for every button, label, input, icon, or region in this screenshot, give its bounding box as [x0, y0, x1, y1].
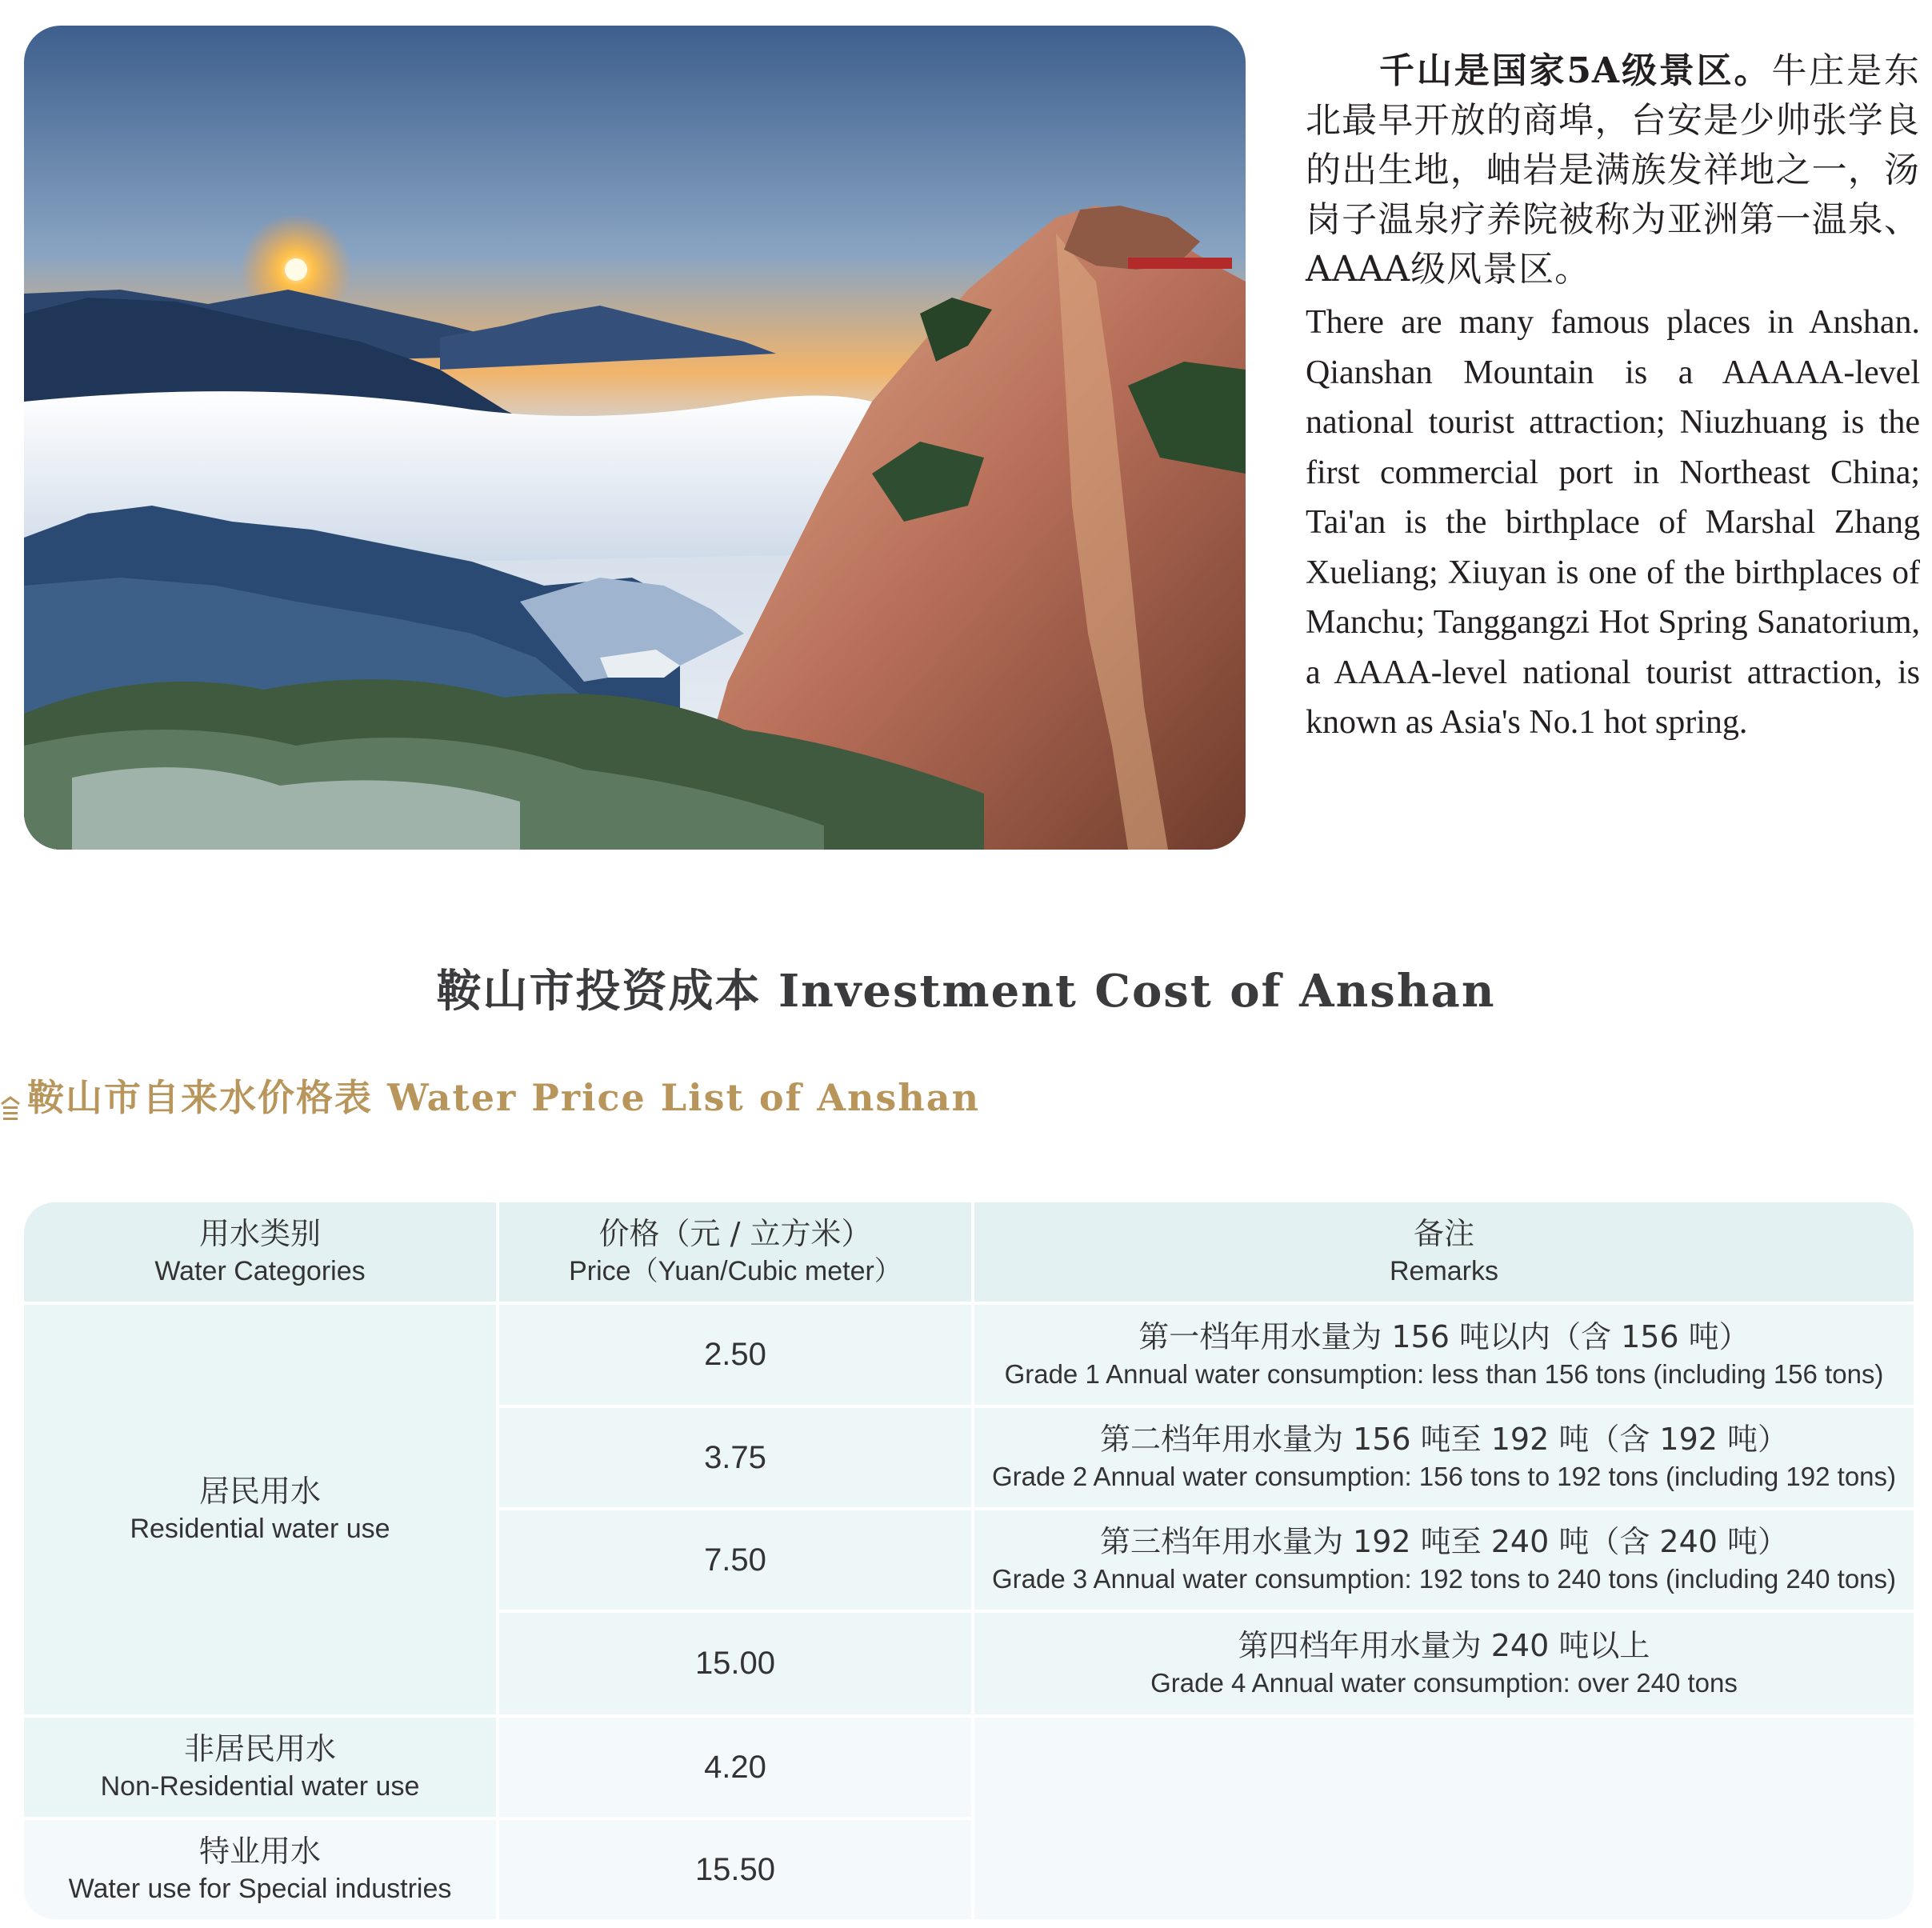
price-value: 15.50 [694, 1851, 776, 1887]
header-label-en: Water Categories [154, 1256, 366, 1286]
water-price-subtitle: 鞍山市自来水价格表 Water Price List of Anshan [27, 1076, 981, 1119]
intro-chinese-paragraph [1306, 46, 1920, 294]
remark-cell-empty [974, 1718, 1914, 1919]
price-value: 7.50 [704, 1542, 766, 1578]
price-value: 4.20 [704, 1749, 766, 1785]
section-title: 鞍山市投资成本 Investment Cost of Anshan [436, 965, 1496, 1018]
remark-cell [974, 1305, 1914, 1405]
price-value: 2.50 [704, 1337, 766, 1372]
category-label-cn: 非居民用水 [183, 1731, 336, 1766]
header-label-cn: 价格（元 / 立方米） [598, 1216, 872, 1251]
building-icon [0, 1093, 21, 1125]
header-label-cn: 备注 [1413, 1216, 1474, 1251]
category-non-residential [24, 1718, 496, 1817]
price-cell [499, 1510, 971, 1610]
category-label-cn: 特业用水 [198, 1834, 321, 1869]
mountain-landscape-image [24, 26, 1246, 850]
price-cell [499, 1820, 971, 1919]
remark-en: Grade 4 Annual water consumption: over 240 tons [1150, 1667, 1738, 1698]
remark-cn: 第二档年用水量为 156 吨至 192 吨（含 192 吨） [1099, 1422, 1789, 1457]
remark-en: Grade 2 Annual water consumption: 156 tons to 192 tons (including 192 tons) [991, 1462, 1897, 1491]
header-remarks [974, 1202, 1914, 1302]
header-label-en: Price（Yuan/Cubic meter） [569, 1256, 902, 1286]
header-label-en: Remarks [1389, 1256, 1499, 1286]
price-value: 3.75 [704, 1439, 766, 1475]
remark-cn: 第三档年用水量为 192 吨至 240 吨（含 240 吨） [1099, 1524, 1789, 1559]
price-cell [499, 1408, 971, 1507]
intro-english-paragraph: There are many famous places in Anshan. Qianshan Mountain is a AAAAA-level national tourist attraction; Niuzhuang is the first commercial port in Northeast China; Tai'an is the birthplace of Marshal Zhang Xueliang; Xiuyan is one of the birthplaces of Manchu; Tanggangzi Hot Spring Sanatorium, a AAAA-level national tourist attraction, is known as Asia's No.1 hot spring. [1306, 304, 1920, 741]
header-price [499, 1202, 971, 1302]
category-special-industries [24, 1820, 496, 1919]
qianshan-photo [24, 26, 1246, 850]
intro-chinese-body: 牛庄是东北最早开放的商埠，台安是少帅张学良的出生地，岫岩是满族发祥地之一，汤岗子温泉疗养院被称为亚洲第一温泉、AAAA级风景区。 [1306, 50, 1920, 290]
category-label-cn: 居民用水 [198, 1474, 321, 1509]
remark-cn: 第四档年用水量为 240 吨以上 [1238, 1627, 1650, 1663]
price-value: 15.00 [694, 1646, 776, 1681]
category-label-en: Residential water use [130, 1514, 390, 1544]
remark-en: Grade 3 Annual water consumption: 192 tons to 240 tons (including 240 tons) [991, 1564, 1897, 1594]
category-label-en: Non-Residential water use [100, 1771, 420, 1802]
remark-cell [974, 1510, 1914, 1610]
price-cell [499, 1305, 971, 1405]
water-price-table [24, 1202, 1914, 1919]
remark-cell [974, 1613, 1914, 1714]
price-cell [499, 1613, 971, 1714]
remark-cell [974, 1408, 1914, 1507]
remark-en: Grade 1 Annual water consumption: less than 156 tons (including 156 tons) [1004, 1358, 1884, 1389]
intro-text-block [1306, 46, 1920, 748]
header-water-categories [24, 1202, 496, 1302]
category-label-en: Water use for Special industries [68, 1874, 452, 1904]
category-residential [24, 1305, 496, 1714]
price-cell [499, 1718, 971, 1817]
intro-chinese-lead: 千山是国家5A级景区。 [1379, 50, 1772, 91]
header-label-cn: 用水类别 [198, 1216, 321, 1251]
remark-cn: 第一档年用水量为 156 吨以内（含 156 吨） [1138, 1318, 1750, 1354]
